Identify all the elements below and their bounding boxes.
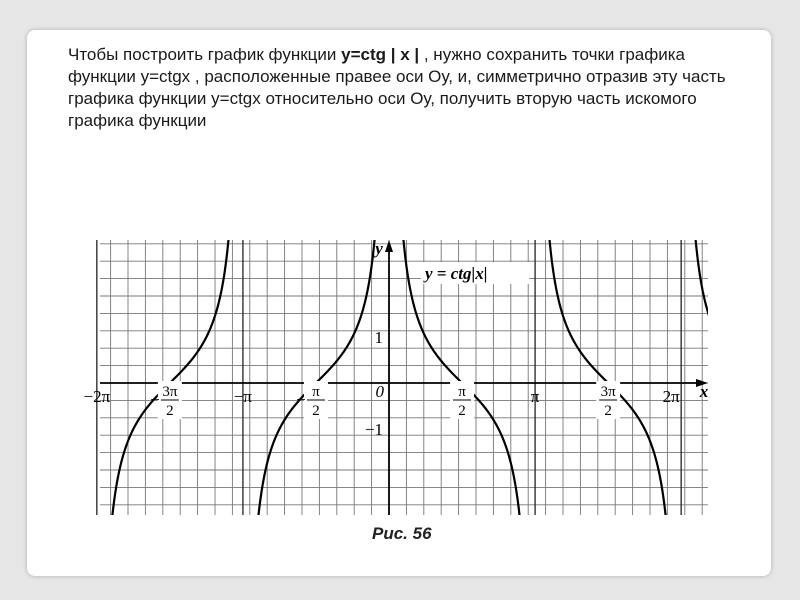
x-tick-numerator: 3π: [600, 384, 616, 400]
text-part-1: Чтобы построить график функции: [68, 45, 342, 64]
series-line: [64, 199, 97, 330]
x-tick-sign: −: [150, 390, 160, 409]
y-tick-label: −1: [364, 420, 383, 439]
x-tick-denominator: 2: [458, 403, 466, 419]
y-axis-arrow: [385, 240, 393, 252]
function-formula: y=ctg | x |: [341, 45, 420, 64]
origin-label: 0: [375, 382, 384, 401]
y-tick-label: 1: [374, 328, 383, 347]
x-tick-denominator: 2: [312, 403, 320, 419]
axes: [97, 240, 708, 515]
x-tick-label: −π: [233, 387, 253, 406]
x-tick-numerator: π: [312, 384, 320, 400]
x-tick-numerator: π: [458, 384, 466, 400]
chart-title: y = ctg|x|: [425, 264, 488, 283]
text-part-2: , нужно сохранить точки графика функции y=ctgx , расположенные правее оси Оу, и, симметрично отразив эту часть графика функции y=ctgx относительно оси Оу, получить вторую часть искомого графика функции: [68, 45, 726, 130]
series-line: [681, 199, 714, 330]
x-tick-label: −2π: [83, 387, 111, 406]
x-tick-label: π: [530, 387, 540, 406]
x-tick-numerator: 3π: [162, 384, 178, 400]
y-axis-label: y: [375, 239, 383, 258]
x-tick-sign: −: [296, 390, 306, 409]
grid: [100, 240, 708, 515]
x-tick-denominator: 2: [604, 403, 612, 419]
x-tick-label: 2π: [662, 387, 680, 406]
x-tick-denominator: 2: [166, 403, 174, 419]
x-axis-label: x: [699, 382, 709, 401]
figure-caption: Рис. 56: [372, 524, 432, 543]
